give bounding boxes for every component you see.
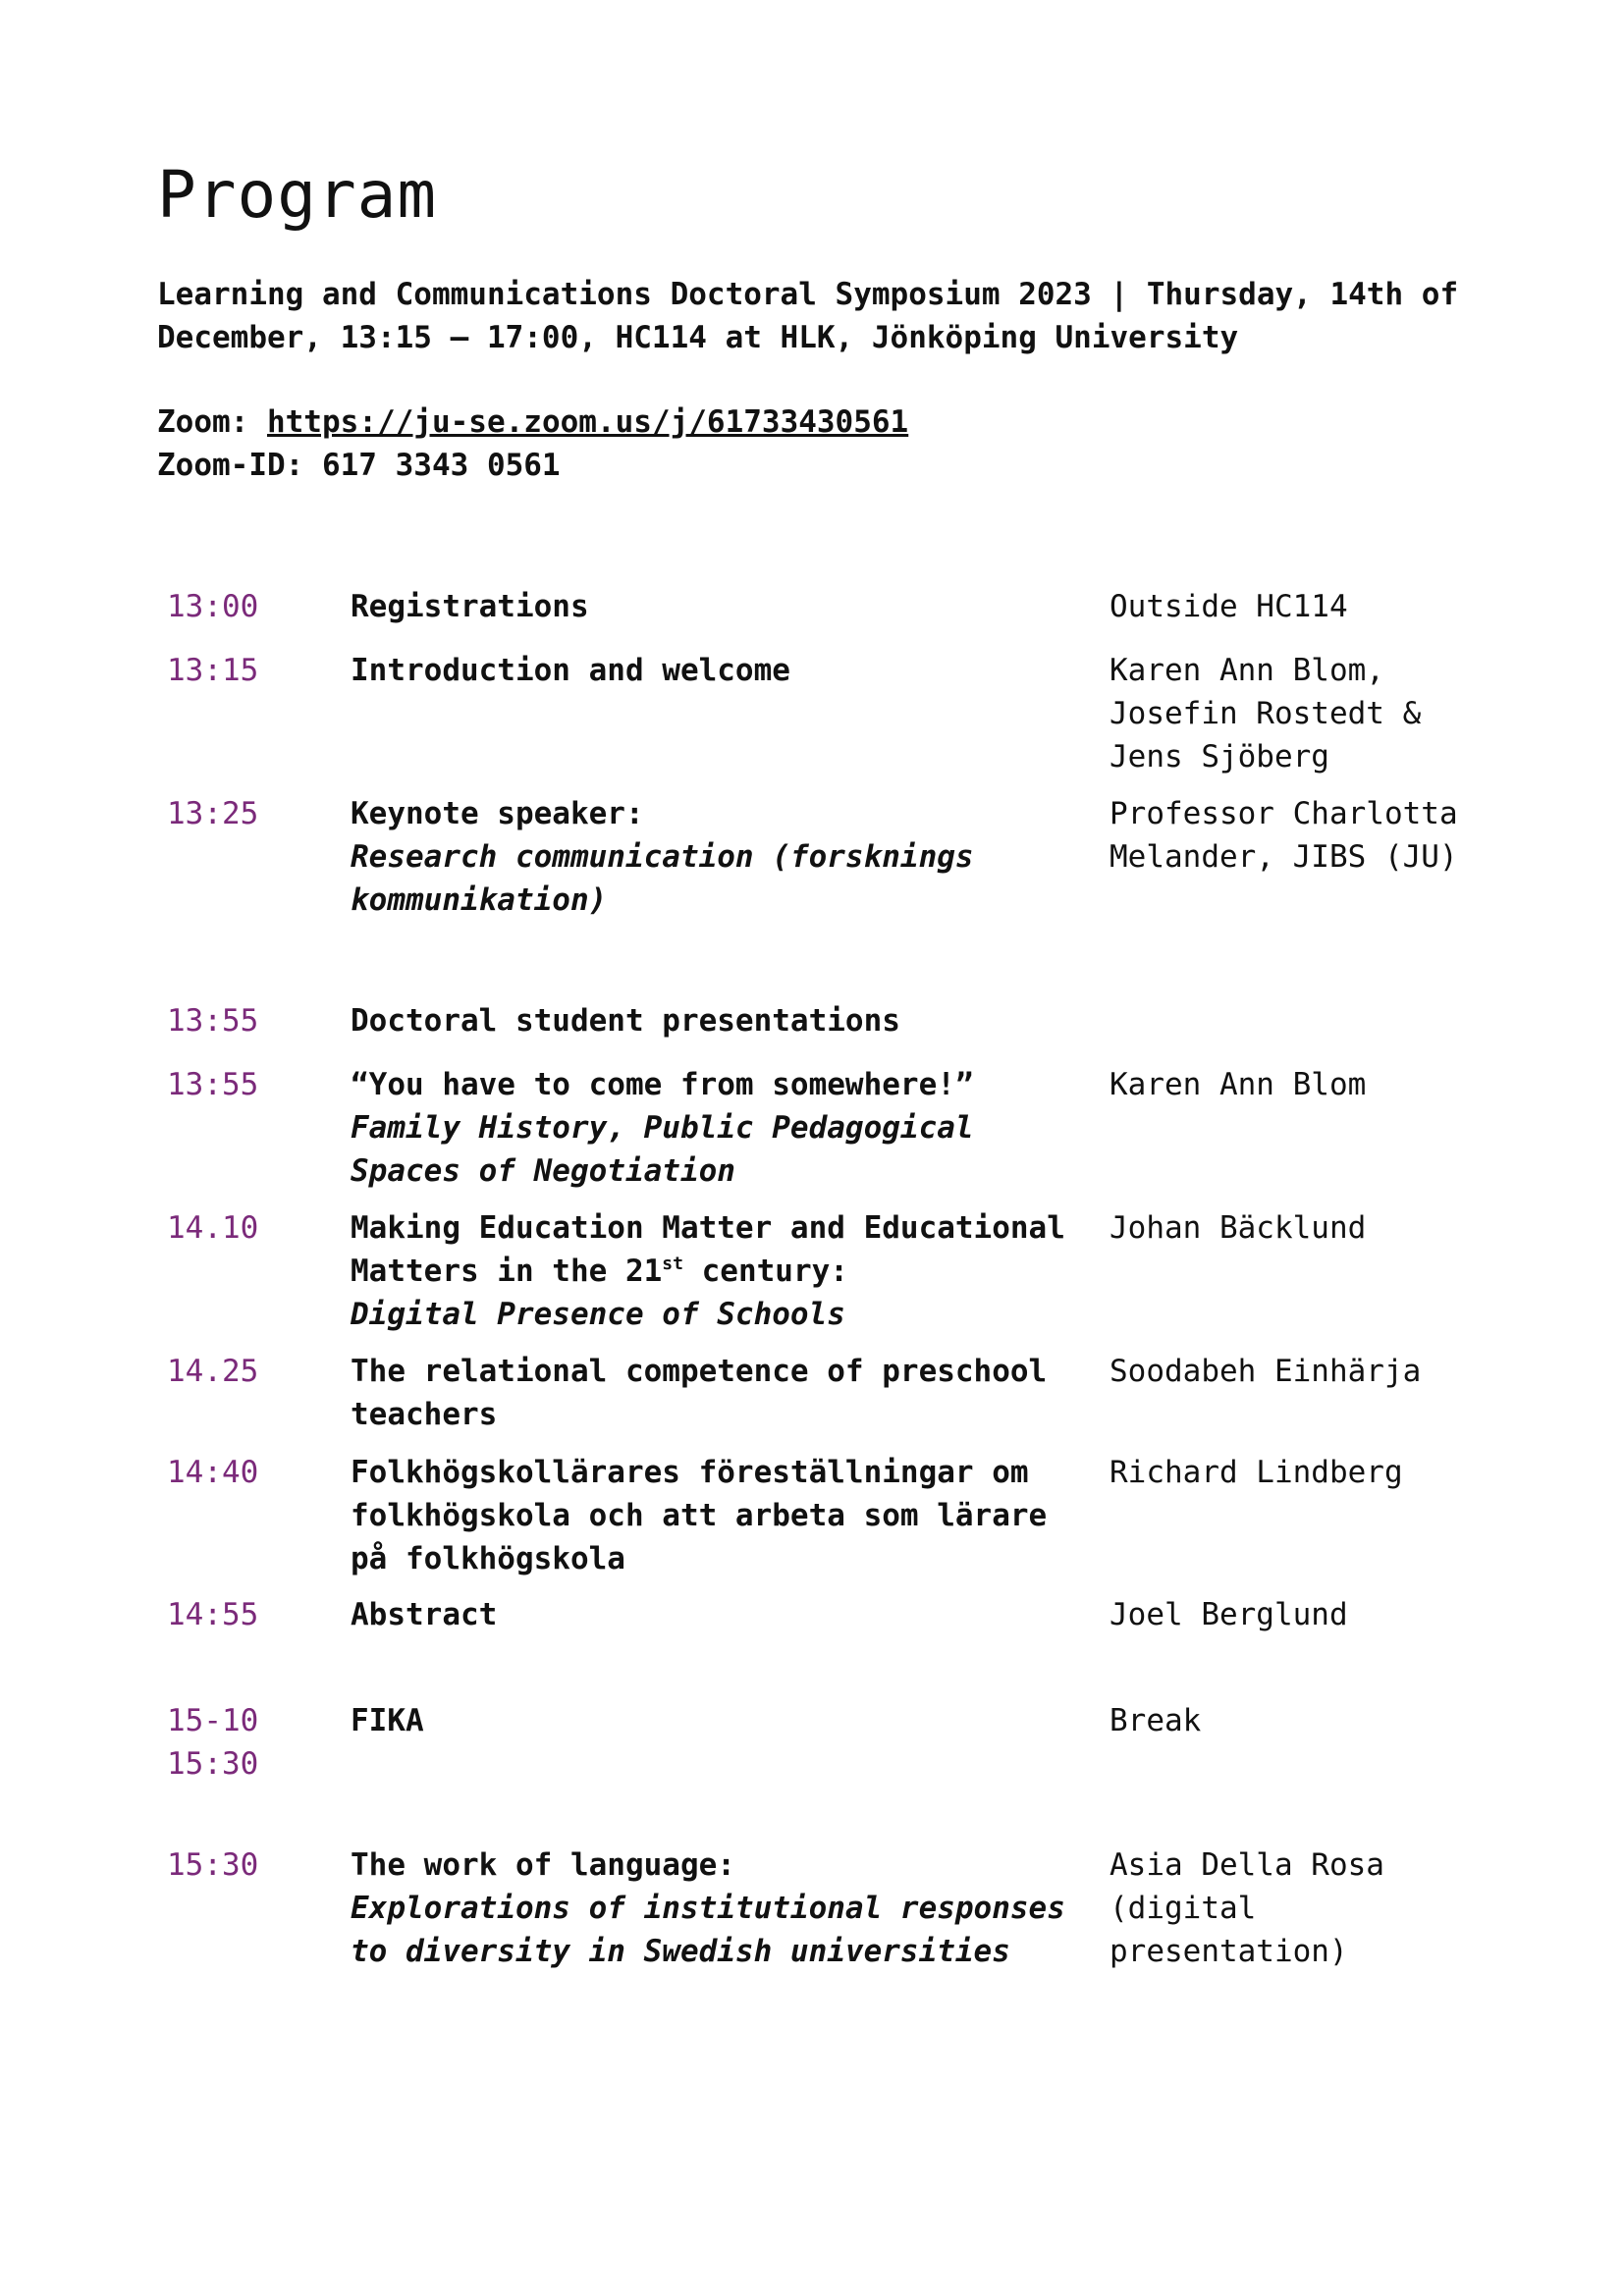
schedule-time: 13:55	[167, 1067, 259, 1102]
schedule-time: 13:15	[167, 653, 259, 688]
ordinal-suffix: st	[662, 1254, 683, 1274]
schedule-event	[351, 792, 1077, 922]
zoom-link[interactable]: https://ju-se.zoom.us/j/61733430561	[266, 404, 909, 440]
schedule-event	[351, 1699, 1077, 1742]
schedule-time: 14:40	[167, 1455, 259, 1490]
event-title: Folkhögskollärares föreställningar om folkhögskola och att arbeta som lärare på folkhögskola	[351, 1455, 1048, 1576]
zoom-label: Zoom:	[157, 404, 267, 440]
schedule-speaker: Break	[1110, 1703, 1202, 1738]
schedule-speaker: Soodabeh Einhärja	[1110, 1354, 1422, 1389]
schedule-time: 13:25	[167, 796, 259, 831]
schedule-event	[351, 1843, 1077, 1973]
schedule-time	[167, 1699, 334, 1786]
schedule-time: 14:55	[167, 1597, 259, 1632]
event-title: Registrations	[351, 589, 589, 624]
schedule-event	[351, 1350, 1077, 1436]
schedule-speaker: Professor Charlotta Melander, JIBS (JU)	[1110, 796, 1458, 875]
schedule-time: 13:55	[167, 1003, 259, 1039]
event-title: “You have to come from somewhere!”	[351, 1067, 974, 1102]
schedule-event	[351, 1451, 1077, 1580]
event-subtitle: Learning and Communications Doctoral Symposium 2023 | Thursday, 14th of December, 13:15 – 17:00, HC114 at HLK, Jönköping University	[157, 277, 1459, 355]
schedule-time: 14.10	[167, 1210, 259, 1246]
event-title: Doctoral student presentations	[351, 1003, 900, 1039]
schedule-time: 13:00	[167, 589, 259, 624]
event-title: FIKA	[351, 1703, 424, 1738]
schedule-speaker: Joel Berglund	[1110, 1597, 1348, 1632]
schedule-time: 15:30	[167, 1847, 259, 1883]
schedule-speaker: Asia Della Rosa (digital presentation)	[1110, 1847, 1384, 1969]
event-title: Abstract	[351, 1597, 498, 1632]
schedule-event	[351, 649, 1077, 692]
schedule-speaker: Richard Lindberg	[1110, 1455, 1403, 1490]
event-subtitle-italic: Research communication (forsknings kommunikation)	[351, 839, 974, 918]
event-title: The relational competence of preschool teachers	[351, 1354, 1048, 1432]
event-subtitle-italic: Digital Presence of Schools	[351, 1297, 845, 1332]
event-title: The work of language:	[351, 1847, 735, 1883]
schedule-time-start: 15-10	[167, 1703, 259, 1738]
schedule-event	[351, 1206, 1077, 1336]
schedule-speaker: Outside HC114	[1110, 589, 1348, 624]
event-title-part: Matters in the 21	[351, 1254, 663, 1289]
event-title: Introduction and welcome	[351, 653, 790, 688]
schedule-time-end: 15:30	[167, 1746, 259, 1782]
schedule-speaker: Karen Ann Blom	[1110, 1067, 1367, 1102]
schedule-speaker: Karen Ann Blom, Josefin Rostedt & Jens Sjöberg	[1110, 653, 1422, 774]
zoom-link-line	[157, 400, 908, 444]
event-title: Keynote speaker:	[351, 796, 644, 831]
schedule-event	[351, 585, 1077, 628]
event-subtitle-italic: Explorations of institutional responses to diversity in Swedish universities	[351, 1891, 1065, 1969]
schedule-speaker: Johan Bäcklund	[1110, 1210, 1367, 1246]
event-subtitle-italic: Family History, Public Pedagogical Spaces of Negotiation	[351, 1110, 974, 1189]
schedule-time: 14.25	[167, 1354, 259, 1389]
schedule-event	[351, 1063, 1077, 1193]
zoom-id: Zoom-ID: 617 3343 0561	[157, 448, 561, 483]
event-title: Making Education Matter and Educational	[351, 1210, 1065, 1246]
schedule-event	[351, 999, 1077, 1042]
page-title: Program	[157, 157, 438, 233]
event-title-part: century:	[682, 1254, 848, 1289]
zoom-info	[157, 400, 908, 487]
schedule-event	[351, 1593, 1077, 1636]
event-title-cont	[351, 1250, 1077, 1293]
